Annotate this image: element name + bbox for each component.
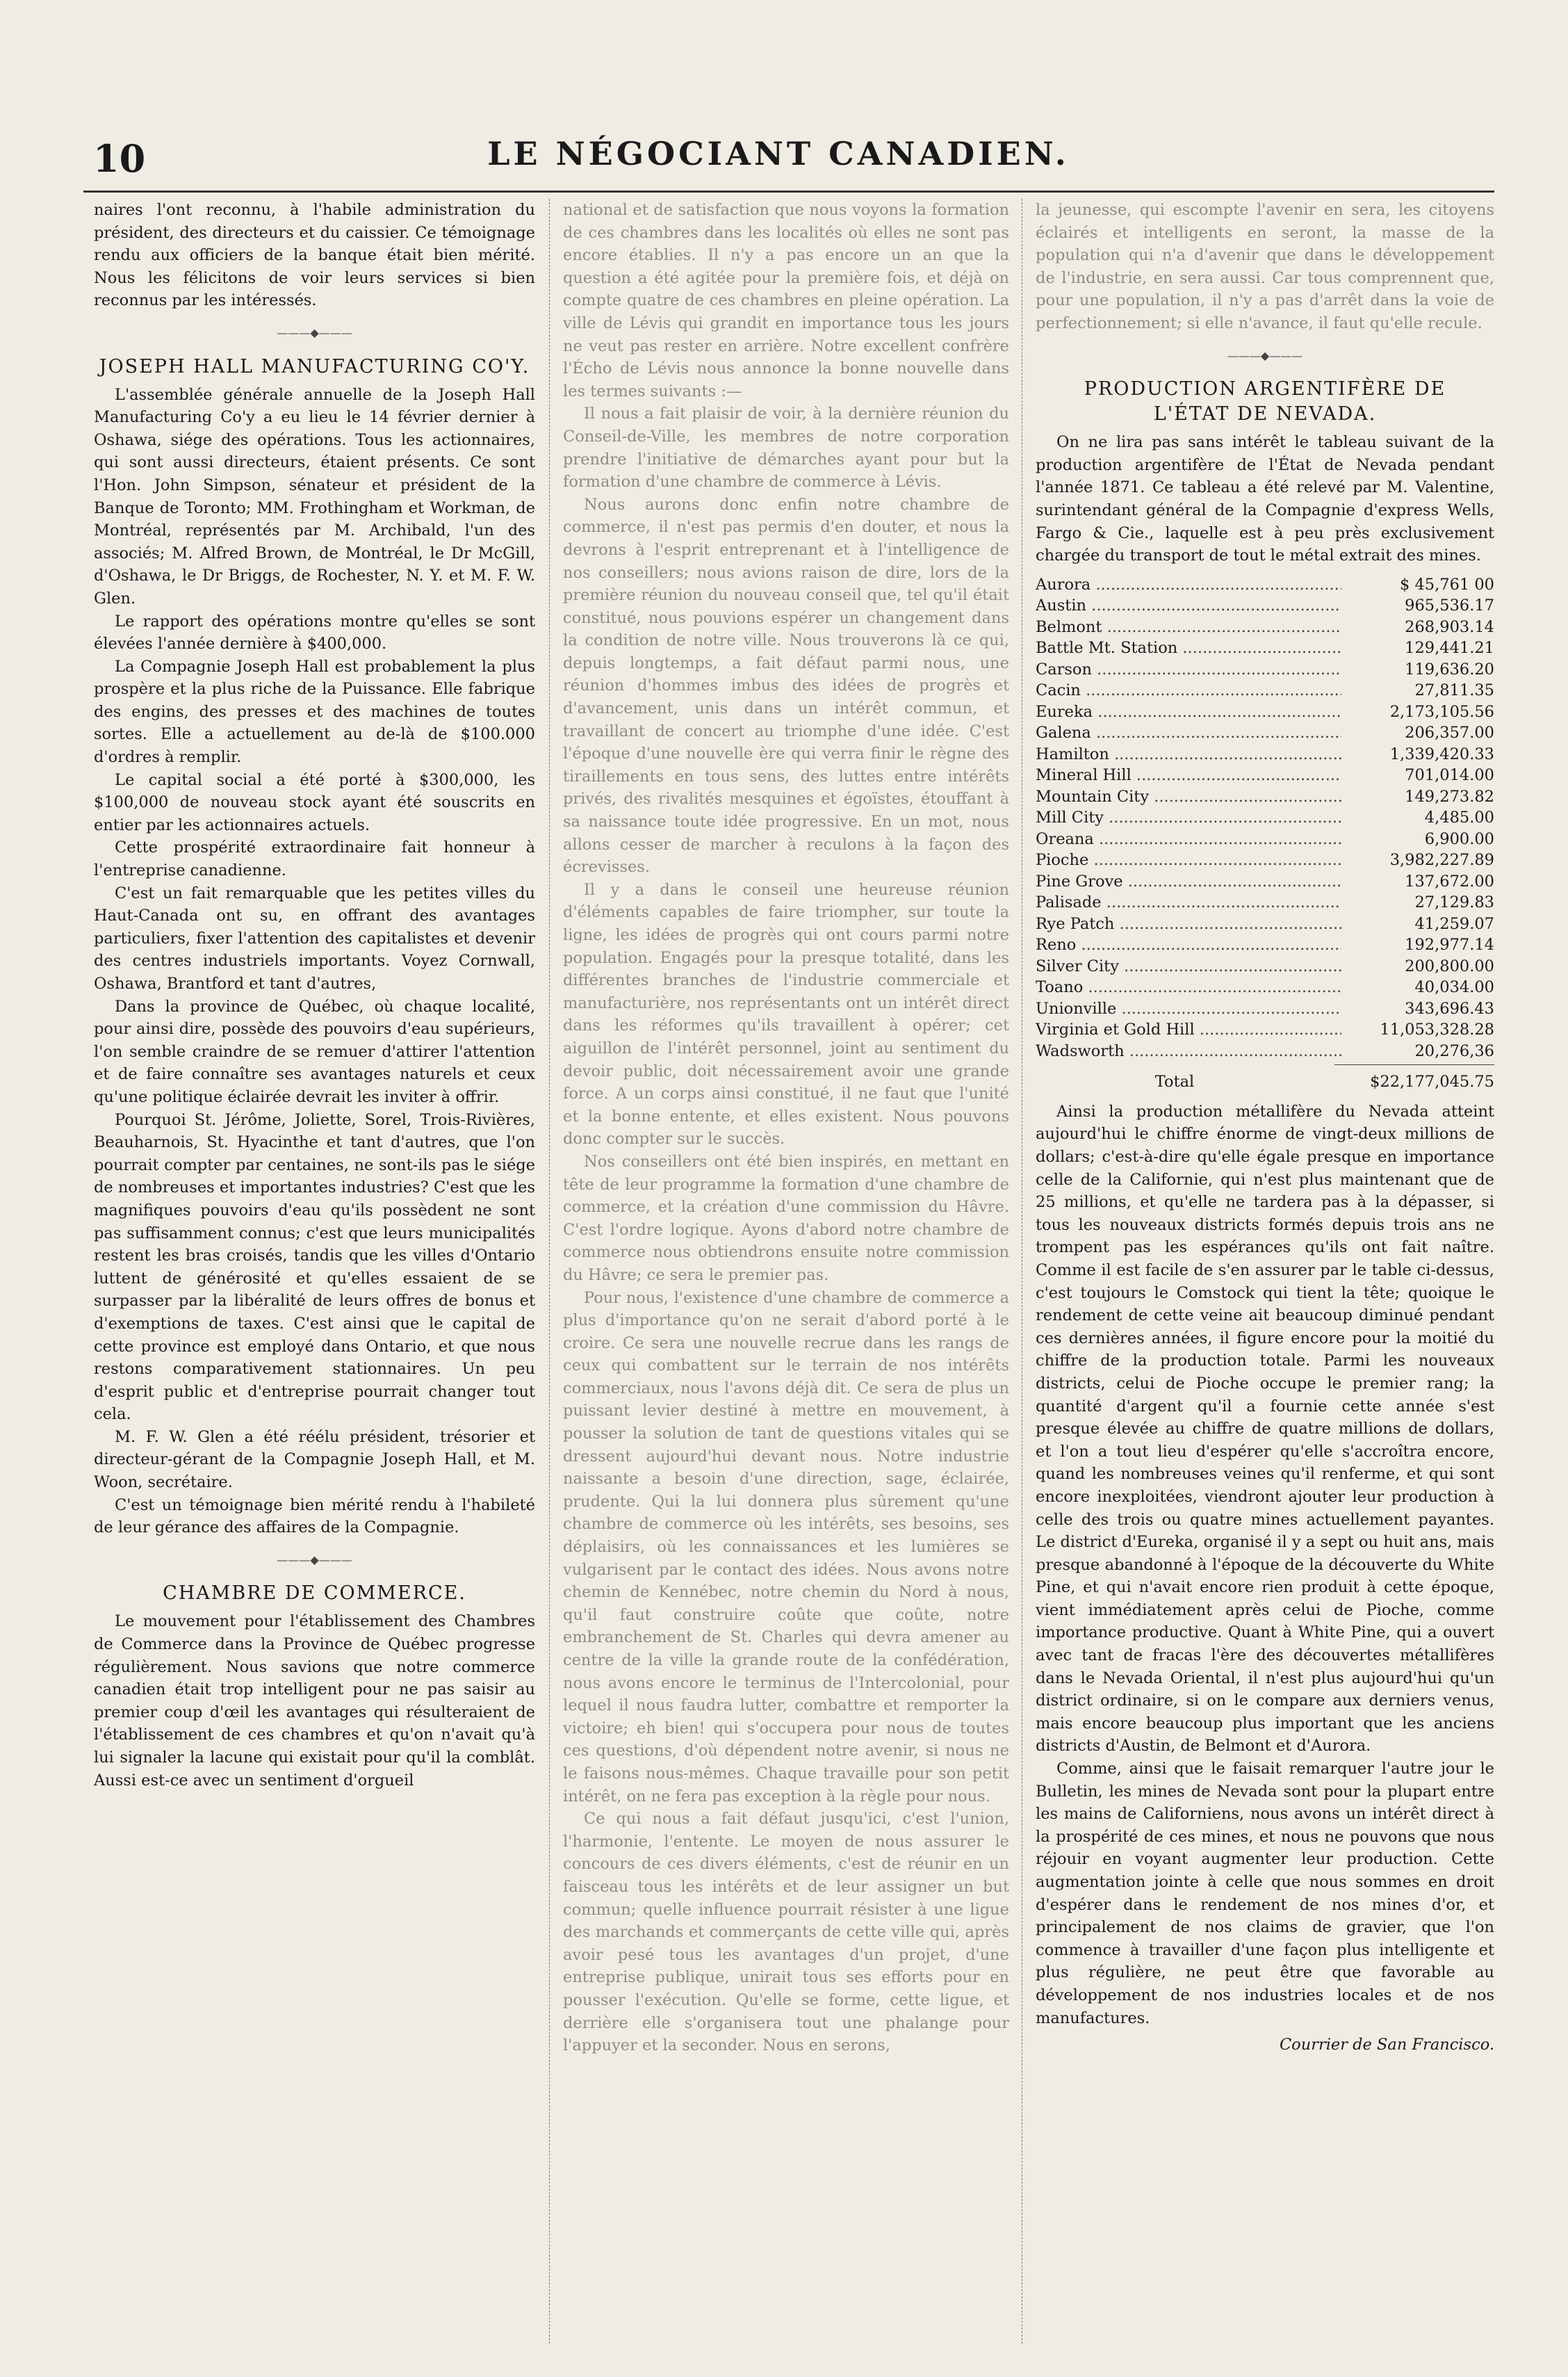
levis-quote-paragraph: Ce qui nous a fait défaut jusqu'ici, c'est l'union, l'harmonie, l'entente. Le moyen de nous assurer le concours de ces divers éléments, c'est de réunir en un faisceau tous les intérêts et de leur assigner un but commun; quelle influence pourrait résister à une ligue des marchands et commerçants de cette ville qui, après avoir pesé tous les avantages d'un projet, d'une entreprise publique, unirait tous ses efforts pour en pousser l'exécution. Qu'elle se forme, cette ligue, et derrière elle s'organisera tout une phalange pour l'appuyer et la seconder. Nous en serons, (563, 1810, 1009, 2055)
district-value: 129,441.21 (1405, 639, 1494, 658)
table-row (1036, 701, 1494, 723)
table-row (1036, 659, 1494, 681)
district-name: Belmont ..... (1036, 617, 1341, 638)
joseph-hall-paragraph: Dans la province de Québec, où chaque localité, pour ainsi dire, possède des pouvoirs d'eau supérieurs, l'on semble craindre de se remuer d'attirer l'attention et de faire connaître ses avantages naturels et ceux qu'une politique éclairée devrait les inviter à offrir. (94, 997, 535, 1106)
production-table (1036, 574, 1494, 1094)
joseph-hall-paragraph: C'est un fait remarquable que les petites villes du Haut-Canada ont su, en offrant des avantages particuliers, fixer l'attention des capitalistes et devenir des centres industriels importants. Voyez Cornwall, Oshawa, Brantford et tant d'autres, (94, 884, 535, 993)
levis-quote-paragraph: Nous aurons donc enfin notre chambre de commerce, il n'est pas permis d'en douter, et nous la devrons à l'esprit entreprenant et à l'intelligence de nos conseillers; nous avions raison de dire, lors de la première réunion du nouveau conseil que, tel qu'il était constitué, nous pouvions espérer un changement dans la condition de notre ville. Nous trouverons là ce qui, depuis longtemps, a fait défaut parmi nous, une réunion d'hommes imbus des idées de progrès et d'avancement, unis dans un intérêt commun, et travaillant de concert au triomphe d'une idée. C'est l'époque d'une nouvelle ère qui verra finir le règne des tiraillements en tous sens, des luttes entre intérêts privés, des rivalités mesquines et égoïstes, étouffant à sa naissance toute idée progressive. En un mot, nous allons cesser de marcher à reculons à la façon des écrevisses. (563, 495, 1009, 877)
levis-quote-paragraph: Nos conseillers ont été bien inspirés, en mettant en tête de leur programme la formation d'une chambre de commerce, et la création d'une commission du Hâvre. C'est l'ordre logique. Ayons d'abord notre chambre de commerce nous obtiendrons ensuite notre commission du Hâvre; ce sera le premier pas. (563, 1152, 1009, 1284)
levis-quote-paragraph: Pour nous, l'existence d'une chambre de commerce a plus d'importance qu'on ne serait d'abord porté à le croire. Ce sera une nouvelle recrue dans les rangs de ceux qui combattent sur le terrain de nos intérêts commerciaux, nous l'avons déjà dit. Ce sera de plus un puissant levier destiné à mettre en mouvement, à pousser la solution de tant de questions vitales qui se dressent aujourd'hui devant nous. Notre industrie naissante a besoin d'une direction, sage, éclairée, prudente. Qui la lui donnera plus sûrement qu'une chambre de commerce où les intérêts, ses besoins, ses déplaisirs, où les connaissances et les lumières se vulgarisent par le contact des idées. Nous avons notre chemin de Kennébec, notre chemin du Nord à nous, qu'il faut construire coûte que coûte, notre embranchement de St. Charles qui devra amener au centre de la ville la grande route de la confédération, nous avons encore le terminus de l'Intercolonial, pour lequel il nous faudra lutter, combattre et remporter la victoire; eh bien! qui s'occupera pour nous de toutes ces questions, d'où dépendent notre avenir, si nous ne le faisons nous-mêmes. Chaque travaille pour son petit intérêt, on ne fera pas exception à la règle pour nous. (563, 1288, 1009, 1806)
district-value: 27,129.83 (1414, 893, 1494, 912)
joseph-hall-paragraph: C'est un témoignage bien mérité rendu à l'habileté de leur gérance des affaires de la Compagnie. (94, 1495, 535, 1537)
nevada-paragraph: Ainsi la production métallifère du Nevada atteint aujourd'hui le chiffre énorme de vingt-deux millions de dollars; c'est-à-dire qu'elle égale presque en importance celle de la Californie, qui n'est plus maintenant que de 25 millions, et qu'elle ne tardera pas à la dépasser, si tous les nouveaux districts formés depuis trois ans ne trompent pas les espérances qu'ils ont fait naître. Comme il est facile de s'en assurer par le table ci-dessus, c'est toujours le Comstock qui tient la tête; quoique le rendement de cette veine ait beaucoup diminué pendant ces dernières années, il figure encore pour la moitié du chiffre de la production totale. Parmi les nouveaux districts, celui de Pioche occupe le premier rang; la quantité d'argent qu'il a fournie cette année s'est presque élevée au chiffre de quatre millions de dollars, et l'on a tout lieu d'espérer qu'elle s'accroîtra encore, quand les nombreuses veines qu'il renferme, et qui sont encore inexploitées, viendront ajouter leur production à celle des trois ou quatre mines actuellement payantes. Le district d'Eureka, organisé il y a sept ou huit ans, mais presque abandonné à l'époque de la découverte du White Pine, et qui n'avait encore rien produit à cette époque, vient immédiatement après celui de Pioche, comme importance productive. Quant à White Pine, qui a ouvert avec tant de fracas l'ère des découvertes métallifères dans le Nevada Oriental, il n'est plus aujourd'hui qu'un district ordinaire, si on le compare aux derniers venus, mais encore beaucoup plus important que les anciens districts d'Austin, de Belmont et d'Aurora. (1036, 1102, 1494, 1755)
page-number: 10 (93, 136, 146, 181)
district-value: 40,034.00 (1414, 978, 1494, 997)
district-value: 192,977.14 (1405, 936, 1494, 955)
district-name: Aurora ..... (1036, 574, 1341, 596)
table-row (1036, 786, 1494, 808)
district-name: Mill City ..... (1036, 807, 1341, 829)
total-label: Total (1154, 1073, 1195, 1092)
joseph-hall-paragraph: Le rapport des opérations montre qu'elles se sont élevées l'année dernière à $400,000. (94, 612, 535, 654)
table-row (1036, 850, 1494, 871)
district-name: Carson ..... (1036, 659, 1341, 681)
table-row (1036, 638, 1494, 659)
district-name: Battle Mt. Station ..... (1036, 638, 1341, 659)
district-name: Austin ..... (1036, 595, 1341, 617)
table-row (1036, 617, 1494, 638)
district-name: Unionville ..... (1036, 998, 1341, 1020)
total-rule (1334, 1064, 1494, 1065)
nevada-intro-paragraph: On ne lira pas sans intérêt le tableau suivant de la production argentifère de l'État de Nevada pendant l'année 1871. Ce tableau a été relevé par M. Valentine, surintendant général de la Compagnie d'express Wells, Fargo & Cie., laquelle est à peu près exclusivement chargée du transport de tout le métal extrait des mines. (1036, 433, 1494, 565)
nevada-paragraph: Comme, ainsi que le faisait remarquer l'autre jour le Bulletin, les mines de Nevada sont pour la plupart entre les mains de Californiens, nous avons un intérêt direct à la prospérité de ces mines, et nous ne pouvons que nous réjouir en voyant augmenter leur production. Cette augmentation jointe à celle que nous sommes en droit d'espérer dans le rendement de nos mines d'or, et principalement de nos claims de gravier, que l'on commence à travailler d'une façon plus intelligente et plus régulière, ne peut être que favorable au développement de nos industries locales et de nos manufactures. (1036, 1760, 1494, 2027)
district-value: 2,173,105.56 (1389, 702, 1494, 721)
table-row (1036, 934, 1494, 956)
district-name: Rye Patch ..... (1036, 914, 1341, 935)
table-row (1036, 871, 1494, 893)
table-total-row (1036, 1071, 1494, 1094)
district-value: 3,982,227.89 (1389, 851, 1494, 870)
table-row (1036, 765, 1494, 786)
page-header (83, 125, 1473, 181)
district-value: 268,903.14 (1405, 617, 1494, 636)
column-2 (563, 199, 1009, 2344)
levis-quote-paragraph: Il nous a fait plaisir de voir, à la dernière réunion du Conseil-de-Ville, les membres de notre corporation prendre l'initiative de démarches ayant pour but la formation d'une chambre de commerce à Lévis. (563, 405, 1009, 492)
district-value: 27,811.35 (1414, 681, 1494, 700)
district-value: 20,276,36 (1414, 1041, 1494, 1060)
levis-quote-ending: la jeunesse, qui escompte l'avenir en sera, les citoyens éclairés et intelligents en seront, la masse de la population qui n'a d'avenir que dans le développement de l'industrie, en sera aussi. Car tous comprennent que, pour une population, il n'y a pas d'arrêt dans la voie de perfectionnement; si elle n'avance, il faut qu'elle recule. (1036, 201, 1494, 332)
article-signature: Courrier de San Francisco. (1279, 2036, 1494, 2054)
district-value: $ 45,761 00 (1400, 575, 1494, 594)
district-value: 701,014.00 (1405, 766, 1494, 785)
table-row (1036, 1019, 1494, 1041)
district-name: Oreana ..... (1036, 829, 1341, 850)
chambre-continued-paragraph: national et de satisfaction que nous voyons la formation de ces chambres dans les localités où elles ne sont pas encore établies. Il n'y a pas encore un an que la question a été agitée pour la première fois, et déjà on compte quatre de ces chambres en pleine opération. La ville de Lévis qui grandit en importance tous les jours ne veut pas rester en arrière. Notre excellent confrère l'Écho de Lévis nous annonce la bonne nouvelle dans les termes suivants :— (563, 201, 1009, 400)
total-value: $22,177,045.75 (1370, 1073, 1494, 1092)
joseph-hall-paragraph: Cette prospérité extraordinaire fait honneur à l'entreprise canadienne. (94, 838, 535, 880)
district-name: Pioche ..... (1036, 850, 1341, 871)
district-name: Hamilton ..... (1036, 744, 1341, 765)
table-row (1036, 956, 1494, 977)
district-value: 206,357.00 (1405, 724, 1494, 743)
nevada-heading-line-1: PRODUCTION ARGENTIFÈRE DE (1084, 378, 1446, 400)
table-row (1036, 914, 1494, 935)
table-row (1036, 807, 1494, 829)
district-name: Cacin ..... (1036, 680, 1341, 701)
district-name: Pine Grove ..... (1036, 871, 1341, 893)
district-value: 1,339,420.33 (1389, 745, 1494, 763)
district-name: Silver City ..... (1036, 956, 1341, 977)
section-divider: ———◆——— (1227, 348, 1303, 362)
joseph-hall-heading: JOSEPH HALL MANUFACTURING CO'Y. (99, 355, 530, 378)
district-value: 200,800.00 (1405, 957, 1494, 975)
column-3 (1036, 199, 1494, 2344)
joseph-hall-paragraph: L'assemblée générale annuelle de la Joseph Hall Manufacturing Co'y a eu lieu le 14 février dernier à Oshawa, siége des opérations. Tous les actionnaires, qui sont aussi directeurs, étaient présents. Ce sont l'Hon. John Simpson, sénateur et président de la Banque de Toronto; MM. Frothingham et Workman, de Montréal, représentés par M. Archibald, l'un des associés; M. Alfred Brown, de Montréal, le Dr McGill, d'Oshawa, le Dr Briggs, de Rochester, N. Y. et M. F. W. Glen. (94, 385, 535, 608)
district-value: 137,672.00 (1405, 872, 1494, 891)
section-divider: ———◆——— (277, 325, 352, 339)
district-name: Mineral Hill ..... (1036, 765, 1341, 786)
nevada-heading-line-2: L'ÉTAT DE NEVADA. (1153, 403, 1377, 425)
table-row (1036, 977, 1494, 998)
chambre-paragraph: Le mouvement pour l'établissement des Chambres de Commerce dans la Province de Québec progresse régulièrement. Nous savions que notre commerce canadien était trop intelligent pour ne pas saisir au premier coup d'œil les avantages qui résulteraient de l'établissement de ces chambres et qu'on n'avait qu'à lui signaler la lacune qui existait pour qu'il la comblât. Aussi est-ce avec un sentiment d'orgueil (94, 1612, 535, 1790)
table-row (1036, 998, 1494, 1020)
district-name: Palisade ..... (1036, 892, 1341, 914)
table-row (1036, 595, 1494, 617)
table-row (1036, 744, 1494, 765)
district-value: 149,273.82 (1405, 787, 1494, 806)
nevada-heading (1036, 377, 1494, 427)
table-row (1036, 574, 1494, 596)
column-divider-1 (549, 199, 550, 2344)
district-value: 41,259.07 (1414, 914, 1494, 933)
district-name: Toano ..... (1036, 977, 1341, 998)
joseph-hall-paragraph: Le capital social a été porté à $300,000, les $100,000 de nouveau stock ayant été souscrits en entier par les actionnaires actuels. (94, 770, 535, 834)
header-rule (83, 190, 1494, 193)
table-row (1036, 1041, 1494, 1062)
district-name: Wadsworth ..... (1036, 1041, 1341, 1062)
district-name: Mountain City ..... (1036, 786, 1341, 808)
bank-article-ending: naires l'ont reconnu, à l'habile administration du président, des directeurs et du caissier. Ce témoignage rendu aux officiers de la banque était bien mérité. Nous les félicitons de voir leurs services si bien reconnus par les intéressés. (94, 201, 535, 310)
district-name: Eureka ..... (1036, 701, 1341, 723)
district-value: 11,053,328.28 (1380, 1021, 1494, 1039)
district-name: Virginia et Gold Hill ..... (1036, 1019, 1341, 1041)
column-1 (94, 199, 535, 2344)
district-value: 119,636.20 (1405, 660, 1494, 679)
joseph-hall-paragraph: M. F. W. Glen a été réélu président, trésorier et directeur-gérant de la Compagnie Joseph Hall, et M. Woon, secrétaire. (94, 1427, 535, 1492)
joseph-hall-paragraph: Pourquoi St. Jérôme, Joliette, Sorel, Trois-Rivières, Beauharnois, St. Hyacinthe et tant d'autres, que l'on pourrait compter par centaines, ne sont-ils pas le siége de nombreuses et importantes industries? C'est que les magnifiques pouvoirs d'eau qu'ils possèdent ne sont pas suffisamment connus; c'est que leurs municipalités restent les bras croisés, tandis que les villes d'Ontario luttent de générosité et qu'elles essaient de se surpasser par la libéralité de leurs offres de bonus et d'exemptions de taxes. C'est ainsi que le capital de cette province est employé dans Ontario, et que nous restons comparativement stationnaires. Un peu d'esprit public et d'entreprise pourrait changer tout cela. (94, 1110, 535, 1424)
district-name: Reno ..... (1036, 934, 1341, 956)
district-value: 6,900.00 (1424, 829, 1494, 848)
district-name: Galena ..... (1036, 722, 1341, 744)
district-value: 4,485.00 (1424, 809, 1494, 827)
table-row (1036, 892, 1494, 914)
table-row (1036, 722, 1494, 744)
table-row (1036, 829, 1494, 850)
masthead-title: LE NÉGOCIANT CANADIEN. (487, 135, 1070, 172)
section-divider: ———◆——— (277, 1552, 352, 1566)
district-value: 343,696.43 (1405, 999, 1494, 1018)
joseph-hall-paragraph: La Compagnie Joseph Hall est probablement la plus prospère et la plus riche de la Puissance. Elle fabrique des engins, des presses et des machines de toutes sortes. Elle a actuellement au de-là de $100.000 d'ordres à remplir. (94, 657, 535, 767)
district-value: 965,536.17 (1405, 597, 1494, 615)
chambre-heading: CHAMBRE DE COMMERCE. (163, 1582, 466, 1605)
levis-quote-paragraph: Il y a dans le conseil une heureuse réunion d'éléments capables de faire triompher, sur toute la ligne, les idées de progrès qui ont cours parmi notre population. Engagés pour la presque totalité, dans les différentes branches de l'industrie commerciale et manufacturière, nos représentants ont un intérêt direct dans les réformes qu'ils travaillent à opérer; cet aiguillon de l'intérêt personnel, joint au sentiment du devoir public, doit nécessairement avoir une grande force. A un corps ainsi constitué, il ne faut que l'unité et la bonne entente, et elles existent. Nous pouvons donc compter sur le succès. (563, 880, 1009, 1149)
table-row (1036, 680, 1494, 701)
